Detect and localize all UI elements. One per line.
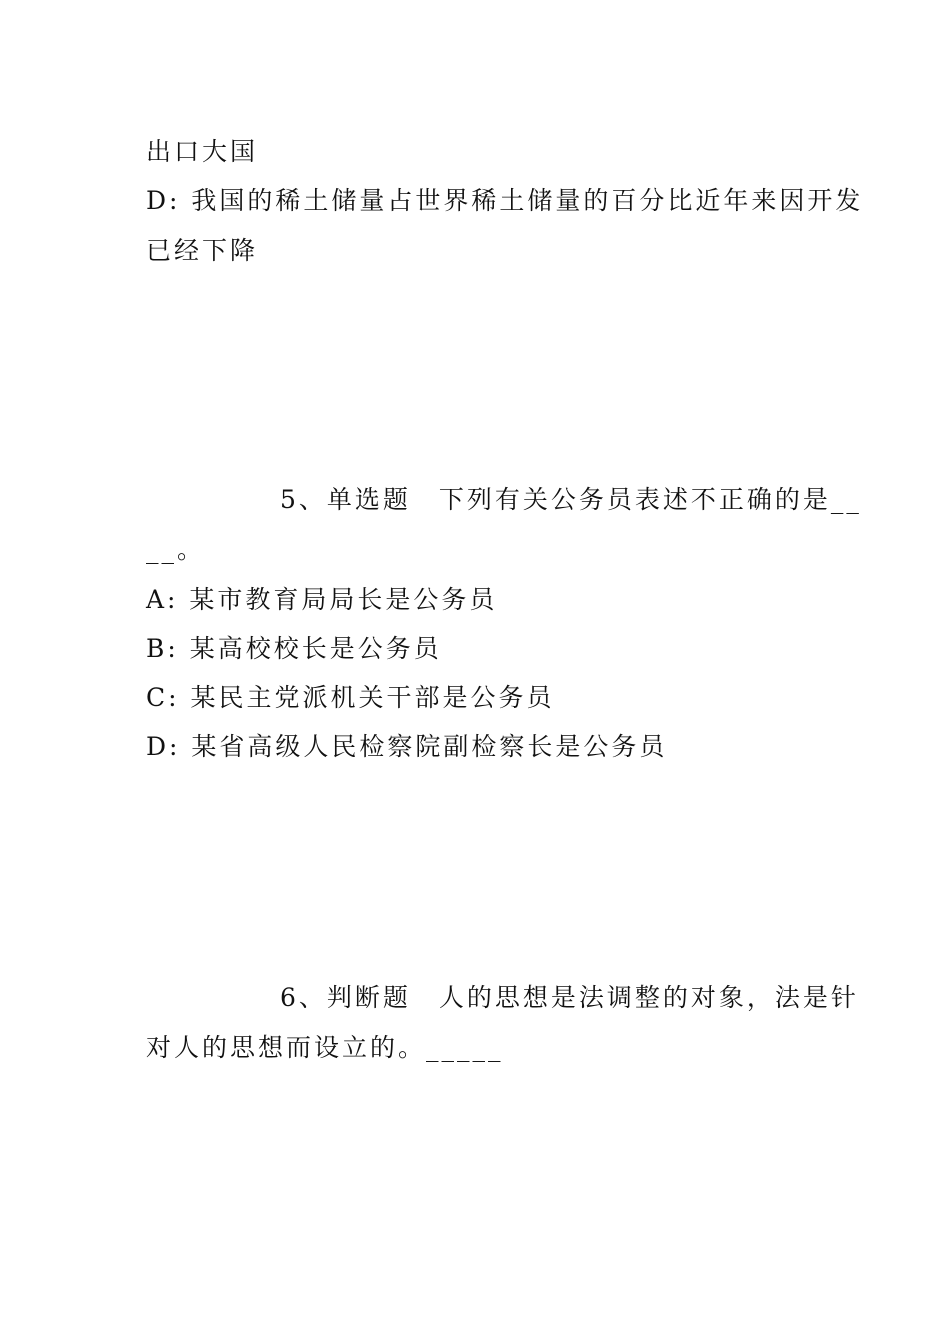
question-6-title: 6、判断题 人的思想是法调整的对象，法是针 xyxy=(280,983,859,1012)
question-6-title-continuation: 对人的思想而设立的。_____ xyxy=(146,1033,504,1062)
prev-question-continuation: 出口大国 xyxy=(146,137,259,166)
question-5-option-a: A: 某市教育局局长是公务员 xyxy=(146,585,498,614)
question-5-option-b: B: 某高校校长是公务员 xyxy=(146,634,442,663)
question-5-option-d: D: 某省高级人民检察院副检察长是公务员 xyxy=(146,732,668,761)
question-5-title: 5、单选题 下列有关公务员表述不正确的是__ xyxy=(280,485,862,514)
question-5-title-continuation: __。 xyxy=(146,535,206,564)
prev-option-d-line1: D: 我国的稀土储量占世界稀土储量的百分比近年来因开发 xyxy=(146,186,864,215)
question-5-option-c: C: 某民主党派机关干部是公务员 xyxy=(146,683,555,712)
prev-option-d-line2: 已经下降 xyxy=(146,236,259,265)
